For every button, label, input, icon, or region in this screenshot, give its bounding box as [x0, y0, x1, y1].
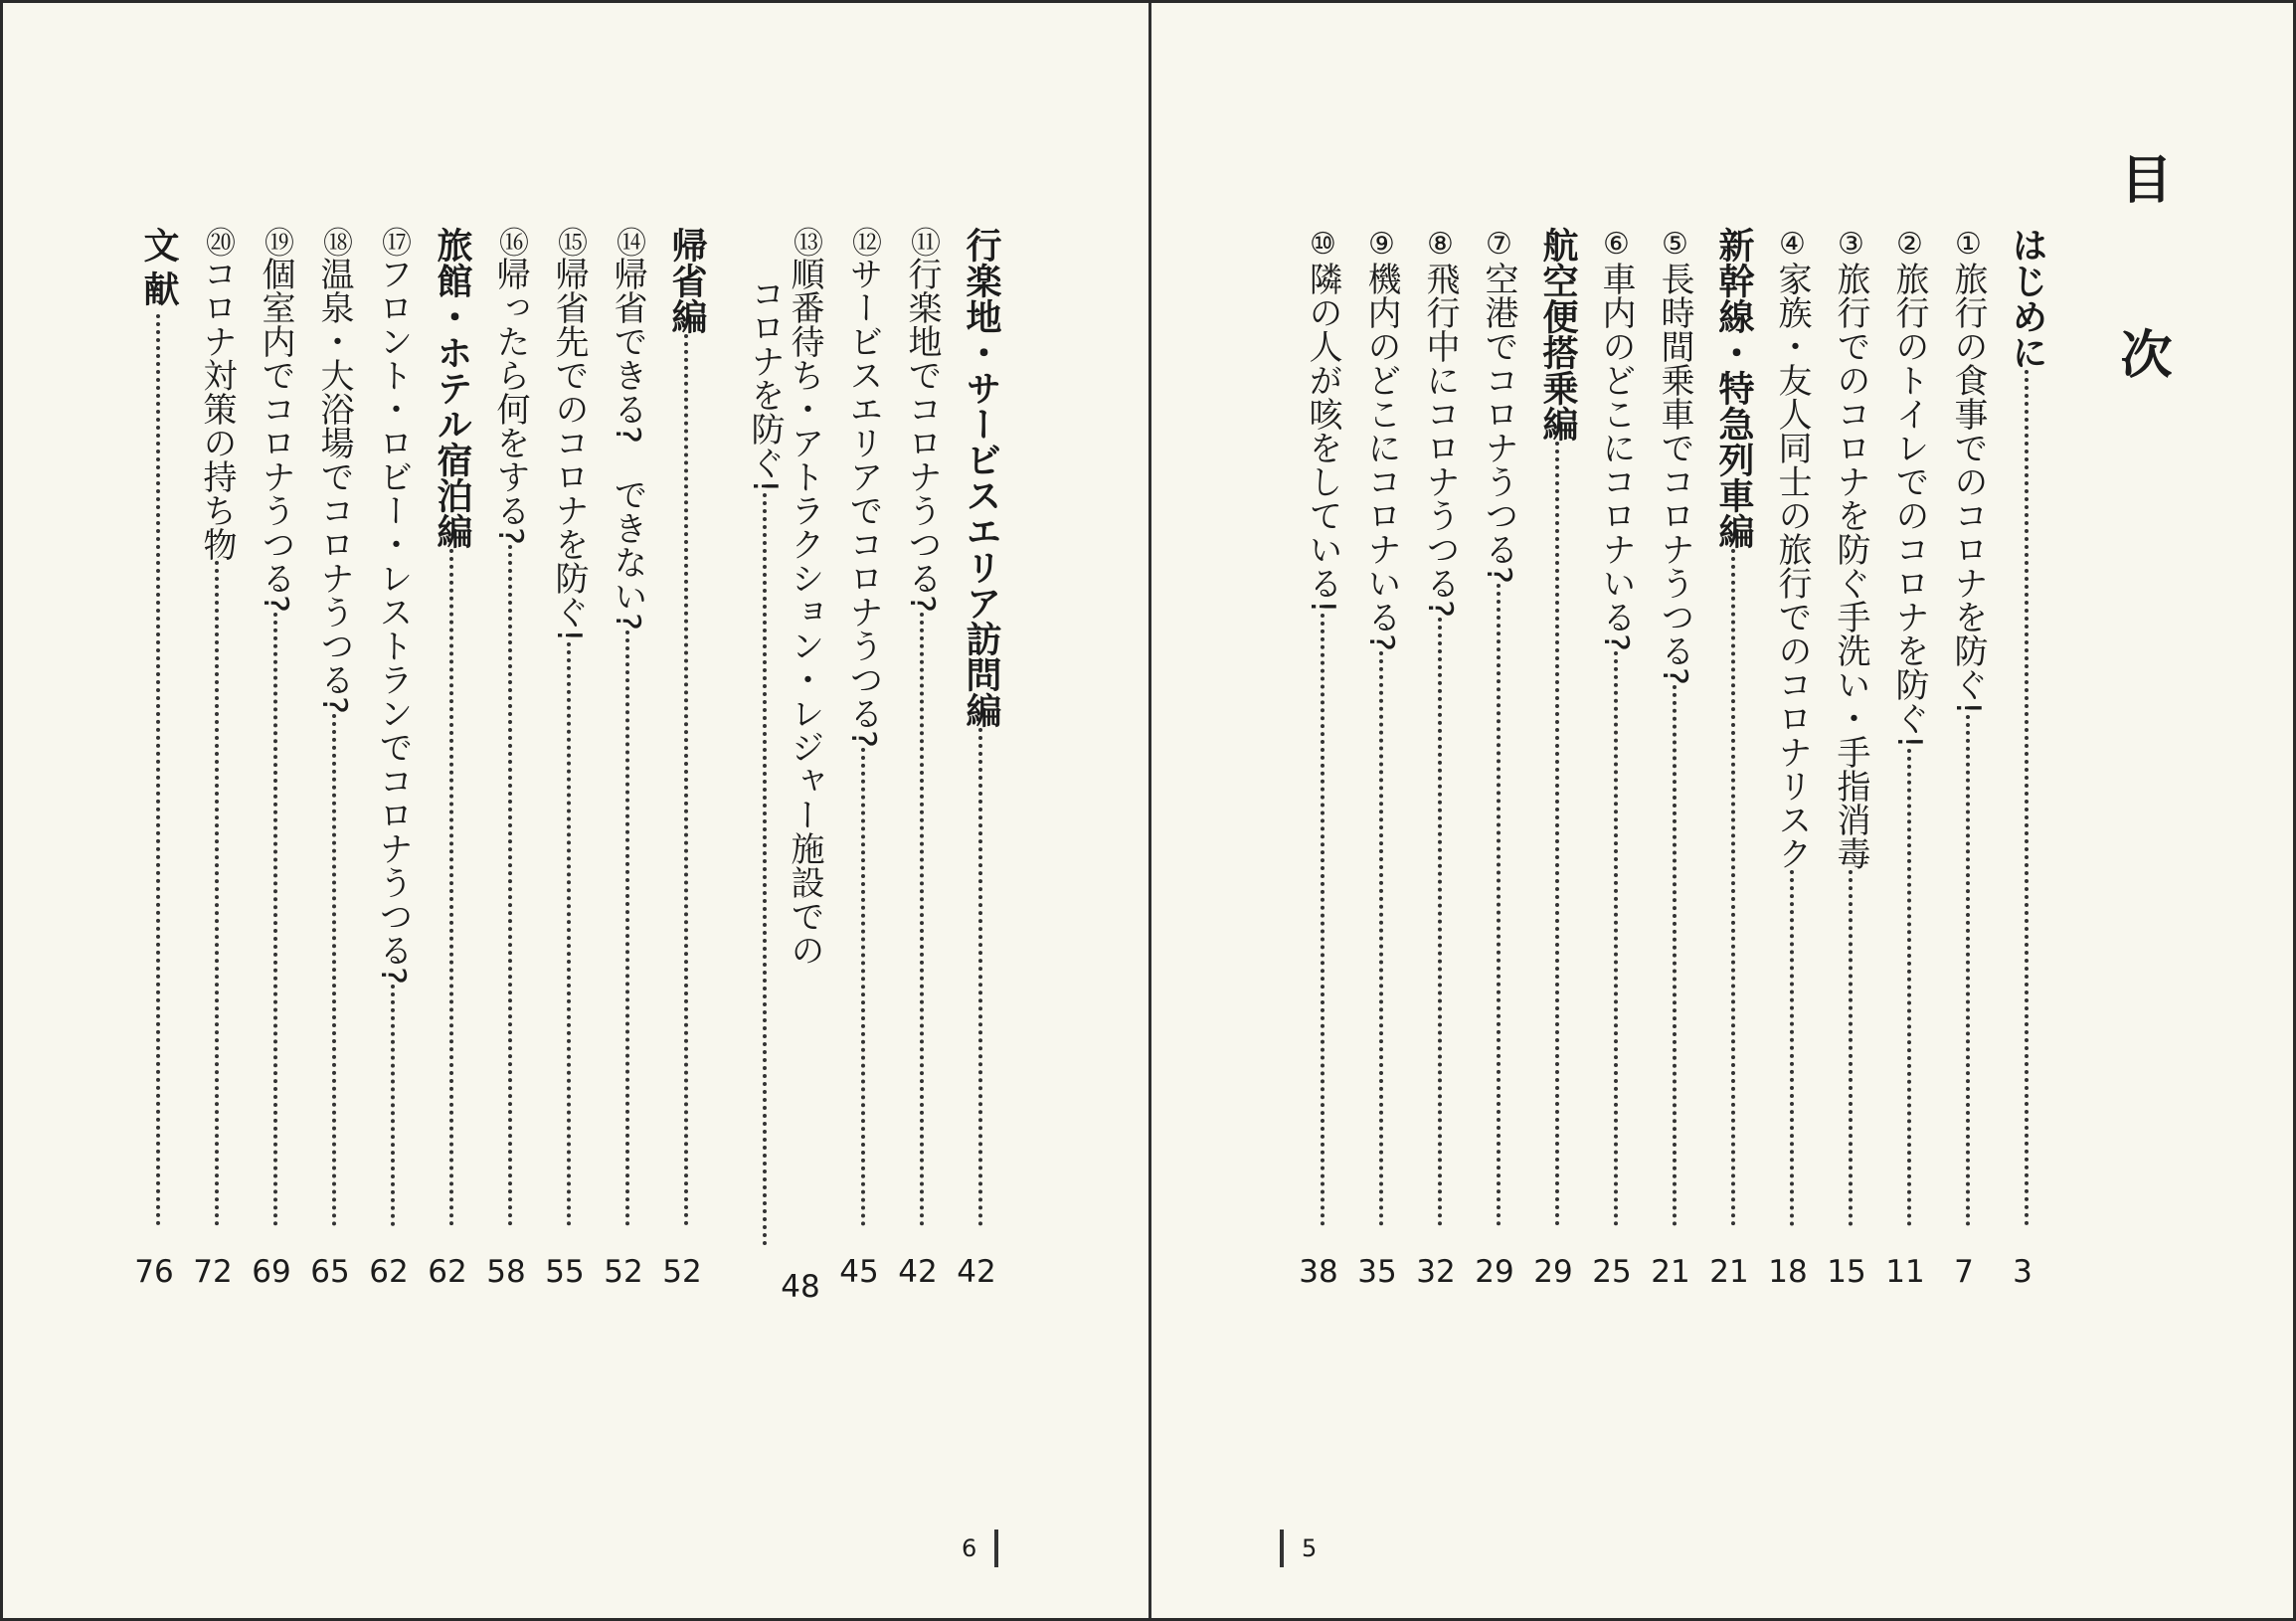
toc-entry[interactable] [1768, 227, 1812, 1291]
entry-number: ⑦ [1482, 227, 1516, 262]
leader-dots [1713, 549, 1735, 1226]
leader-dots [902, 613, 924, 1226]
entry-number: ⑧ [1423, 227, 1458, 262]
entry-number: ⑳ [200, 227, 235, 257]
leader-dots [490, 545, 512, 1226]
page-folio [962, 1530, 998, 1567]
leader-dots [138, 314, 160, 1226]
entry-text: 順番待ち・アトラクション・レジャー施設での [785, 257, 824, 967]
leader-dots [1537, 442, 1559, 1226]
left-page [3, 3, 1148, 1618]
toc-entry[interactable] [1416, 227, 1460, 1291]
toc-entry[interactable] [486, 227, 530, 1291]
page-number: 32 [1416, 1254, 1456, 1290]
entry-text: 温泉・大浴場でコロナうつる? [314, 257, 354, 715]
entry-text: 帰省できる? できない? [608, 257, 647, 631]
entry-text-continued: コロナを防ぐ! [745, 276, 785, 493]
page-number: 42 [957, 1254, 996, 1290]
page-number: 21 [1709, 1254, 1749, 1290]
leader-dots [314, 714, 336, 1226]
toc-heading-entry[interactable] [428, 227, 472, 1291]
toc-entry[interactable] [1948, 227, 1988, 1291]
page-number: 58 [486, 1254, 526, 1290]
folio-number: 5 [1302, 1534, 1318, 1562]
leader-dots [1889, 749, 1911, 1226]
toc-entry[interactable] [369, 227, 413, 1291]
page-number: 52 [604, 1254, 643, 1290]
entry-number: ① [1951, 227, 1986, 262]
page-number: 11 [1885, 1254, 1925, 1290]
leader-dots [2007, 370, 2029, 1226]
toc-heading-entry[interactable] [2007, 227, 2046, 1291]
page-folio [1280, 1530, 1317, 1567]
entry-text: 行楽地・サービスエリア訪問編 [961, 227, 1001, 728]
toc-entry[interactable] [193, 227, 237, 1291]
leader-dots [1772, 870, 1794, 1226]
page-number: 42 [898, 1254, 938, 1290]
entry-number: ⑯ [493, 227, 528, 257]
page-number: 76 [134, 1254, 174, 1290]
leader-dots [1303, 614, 1325, 1226]
leader-dots [843, 748, 865, 1226]
leader-dots [1479, 584, 1501, 1226]
entry-number: ③ [1834, 227, 1868, 262]
entry-text: 個室内でコロナうつる? [256, 257, 295, 614]
entry-number: ⑱ [317, 227, 352, 257]
page-number: 7 [1954, 1254, 1974, 1290]
leader-dots [373, 985, 395, 1226]
page-number: 69 [252, 1254, 291, 1290]
leader-dots [961, 728, 982, 1226]
page-title: 目 次 [2111, 152, 2171, 415]
entry-text: 車内のどこにコロナいる? [1596, 262, 1636, 652]
entry-text: 新幹線・特急列車編 [1713, 227, 1754, 549]
page-number: 62 [369, 1254, 409, 1290]
entry-text: 帰ったら何をする? [490, 257, 530, 546]
entry-text: 旅行でのコロナを防ぐ手洗い・手指消毒 [1831, 262, 1870, 870]
leader-dots [1361, 651, 1383, 1226]
toc-entry[interactable] [604, 227, 647, 1291]
page-number: 45 [839, 1254, 879, 1290]
entry-text: 旅行のトイレでのコロナを防ぐ! [1889, 262, 1929, 749]
entry-text: コロナ対策の持ち物 [197, 257, 237, 561]
toc-heading-entry[interactable] [957, 227, 1001, 1291]
page-number: 35 [1357, 1254, 1397, 1290]
page-number: 48 [781, 1269, 820, 1305]
page-number: 52 [662, 1254, 702, 1290]
entry-text: 旅行の食事でのコロナを防ぐ! [1948, 262, 1988, 715]
toc-entry[interactable] [1299, 227, 1342, 1291]
leader-dots [1831, 870, 1853, 1226]
entry-text: 家族・友人同士の旅行でのコロナリスク [1772, 262, 1812, 870]
toc-heading-entry[interactable] [134, 227, 179, 1291]
entry-number: ⑭ [611, 227, 645, 257]
toc-entry[interactable] [545, 227, 589, 1291]
entry-text: サービスエリアでコロナうつる? [843, 257, 883, 749]
leader-dots [666, 334, 688, 1226]
entry-number: ⑩ [1306, 227, 1340, 262]
entry-number: ⑪ [905, 227, 940, 257]
toc-entry[interactable] [252, 227, 295, 1291]
toc-entry[interactable] [310, 227, 354, 1291]
leader-dots [256, 613, 277, 1226]
toc-entry[interactable] [1592, 227, 1636, 1291]
folio-number: 6 [962, 1534, 977, 1562]
toc-entry[interactable] [1357, 227, 1401, 1291]
entry-text: 行楽地でコロナうつる? [902, 257, 942, 614]
page-number: 3 [2013, 1254, 2032, 1290]
leader-dots [745, 493, 767, 1246]
page-number: 21 [1651, 1254, 1690, 1290]
toc-heading-entry[interactable] [662, 227, 707, 1291]
page-number: 72 [193, 1254, 233, 1290]
entry-text: 旅館・ホテル宿泊編 [432, 227, 472, 549]
entry-number: ⑫ [846, 227, 881, 257]
leader-dots [197, 561, 219, 1226]
toc-entry[interactable] [898, 227, 942, 1291]
leader-dots [549, 642, 571, 1226]
leader-dots [432, 549, 453, 1226]
right-page [1154, 3, 2293, 1618]
entry-number: ⑥ [1599, 227, 1634, 262]
page-number: 55 [545, 1254, 585, 1290]
entry-number: ② [1892, 227, 1927, 262]
page-number: 29 [1475, 1254, 1514, 1290]
toc-heading-entry[interactable] [1533, 227, 1578, 1291]
leader-dots [1420, 618, 1442, 1226]
entry-number: ⑮ [552, 227, 587, 257]
entry-text: 機内のどこにコロナいる? [1361, 262, 1401, 652]
page-number: 29 [1533, 1254, 1573, 1290]
page-number: 18 [1768, 1254, 1808, 1290]
folio-bar [994, 1530, 998, 1567]
book-gutter [1148, 3, 1151, 1618]
page-number: 65 [310, 1254, 350, 1290]
entry-text: 帰省編 [666, 227, 707, 334]
entry-number: ⑲ [259, 227, 293, 257]
entry-text: はじめに [2007, 227, 2047, 370]
entry-text: 空港でコロナうつる? [1479, 262, 1518, 585]
page-number: 38 [1299, 1254, 1338, 1290]
leader-dots [608, 630, 629, 1226]
entry-text: フロント・ロビー・レストランでコロナうつる? [373, 257, 413, 986]
toc-heading-entry[interactable] [1709, 227, 1754, 1291]
leader-dots [1655, 685, 1677, 1226]
leader-dots [1596, 651, 1618, 1226]
entry-number: ⑬ [788, 227, 822, 257]
entry-text: 航空便搭乗編 [1537, 227, 1578, 442]
toc-entry[interactable] [1885, 227, 1929, 1291]
entry-text: 隣の人が咳をしている! [1303, 262, 1342, 614]
entry-text: 帰省先でのコロナを防ぐ! [549, 257, 589, 642]
toc-entry[interactable] [1827, 227, 1870, 1291]
page-number: 25 [1592, 1254, 1632, 1290]
toc-entry[interactable] [725, 227, 824, 1305]
page-number: 15 [1827, 1254, 1866, 1290]
entry-text: 長時間乗車でコロナうつる? [1655, 262, 1694, 686]
leader-dots [1948, 715, 1970, 1226]
toc-entry[interactable] [1475, 227, 1518, 1291]
folio-bar [1280, 1530, 1284, 1567]
page-number: 62 [428, 1254, 467, 1290]
entry-number: ⑰ [376, 227, 411, 257]
entry-text: 飛行中にコロナうつる? [1420, 262, 1460, 619]
toc-entry[interactable] [1651, 227, 1694, 1291]
entry-number: ⑨ [1364, 227, 1399, 262]
entry-number: ④ [1775, 227, 1810, 262]
toc-entry[interactable] [839, 227, 883, 1291]
entry-number: ⑤ [1658, 227, 1692, 262]
entry-text: 文献 [138, 227, 179, 314]
